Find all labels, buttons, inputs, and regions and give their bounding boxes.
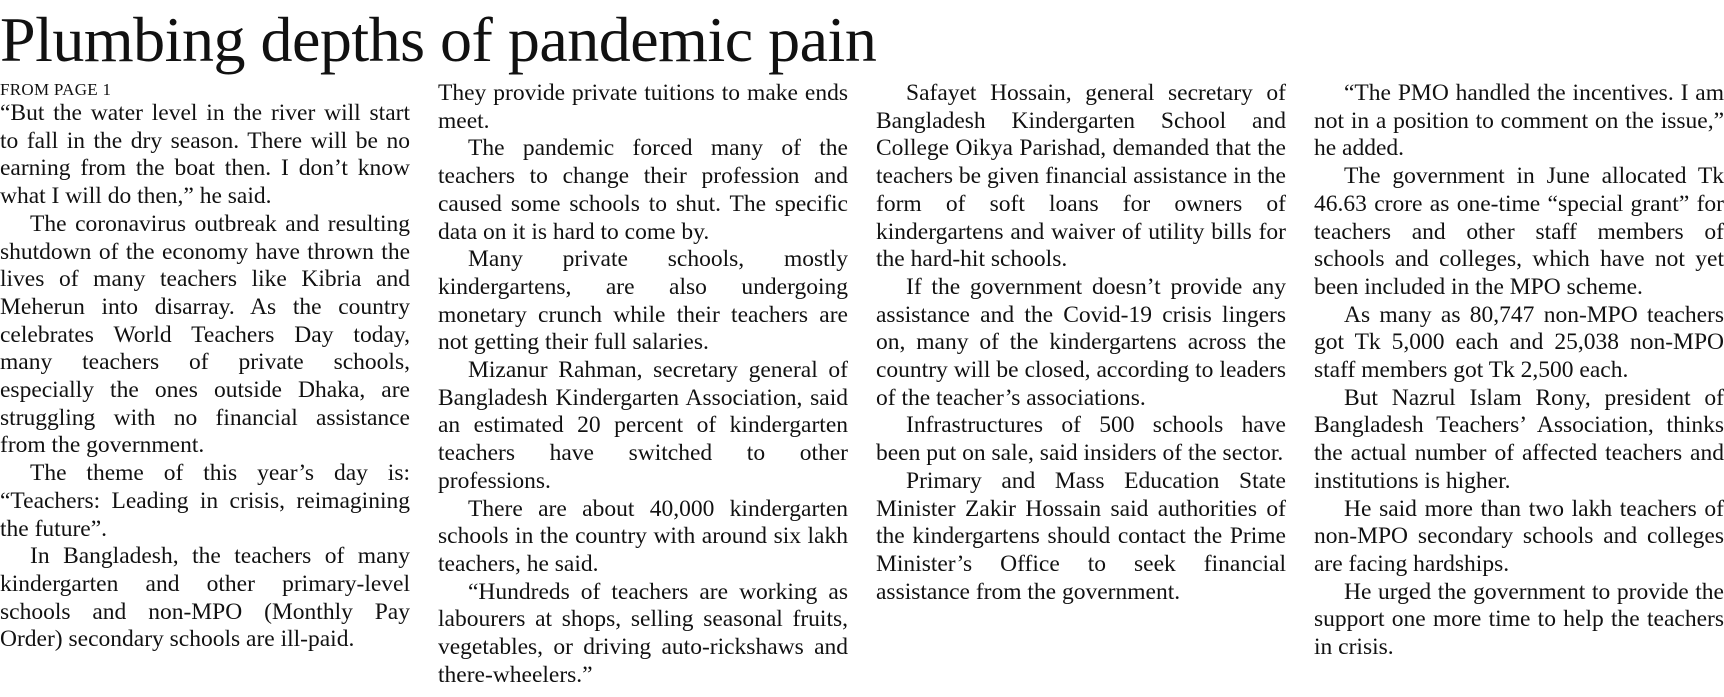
paragraph: There are about 40,000 kindergarten schools in the country with around six lakh teachers, he said. — [438, 495, 848, 577]
paragraph: “But the water level in the river will start to fall in the dry season. There will be no earning from the boat then. I don’t know what I will do then,” he said. — [0, 100, 410, 210]
paragraph: In Bangladesh, the teachers of many kindergarten and other primary-level schools and non-MPO (Monthly Pay Order) secondary schools are ill-paid. — [0, 543, 410, 653]
paragraph: The government in June allocated Tk 46.63 crore as one-time “special grant” for teachers and other staff members of schools and colleges, which have not yet been included in the MPO scheme. — [1314, 163, 1724, 300]
article-column-2 — [438, 80, 848, 689]
paragraph: “Hundreds of teachers are working as labourers at shops, selling seasonal fruits, vegetables, or driving auto-rickshaws and there-wheelers.” — [438, 578, 848, 688]
paragraph: Many private schools, mostly kindergartens, are also undergoing monetary crunch while their teachers are not getting their full salaries. — [438, 246, 848, 356]
paragraph: Primary and Mass Education State Minister Zakir Hossain said authorities of the kindergartens should contact the Prime Minister’s Office to seek financial assistance from the government. — [876, 467, 1286, 605]
paragraph: He said more than two lakh teachers of non-MPO secondary schools and colleges are facing hardships. — [1314, 495, 1724, 577]
paragraph: But Nazrul Islam Rony, president of Bangladesh Teachers’ Association, thinks the actual number of affected teachers and institutions is higher. — [1314, 384, 1724, 494]
paragraph: As many as 80,747 non-MPO teachers got Tk 5,000 each and 25,038 non-MPO staff members got Tk 2,500 each. — [1314, 301, 1724, 384]
article-column-1 — [0, 80, 410, 654]
paragraph: He urged the government to provide the support one more time to help the teachers in crisis. — [1314, 578, 1724, 661]
paragraph: Safayet Hossain, general secretary of Bangladesh Kindergarten School and College Oikya Parishad, demanded that the teachers be given financial assistance in the form of soft loans for owners of kindergartens and waiver of utility bills for the hard-hit schools. — [876, 80, 1286, 273]
paragraph: The coronavirus outbreak and resulting shutdown of the economy have thrown the lives of many teachers like Kibria and Meherun into disarray. As the country celebrates World Teachers Day today, many teachers of private schools, especially the ones outside Dhaka, are struggling with no financial assistance from the government. — [0, 210, 410, 459]
headline: Plumbing depths of pandemic pain — [0, 4, 877, 75]
kicker-from-page: FROM PAGE 1 — [0, 80, 112, 99]
paragraph: “The PMO handled the incentives. I am not in a position to comment on the issue,” he added. — [1314, 80, 1724, 162]
article-column-3 — [876, 80, 1286, 606]
paragraph: Infrastructures of 500 schools have been put on sale, said insiders of the sector. — [876, 412, 1286, 467]
paragraph: The theme of this year’s day is: “Teachers: Leading in crisis, reimagining the future”. — [0, 460, 410, 542]
paragraph: If the government doesn’t provide any assistance and the Covid-19 crisis lingers on, many of the kindergartens across the country will be closed, according to leaders of the teacher’s associations. — [876, 273, 1286, 411]
paragraph: The pandemic forced many of the teachers to change their profession and caused some schools to shut. The specific data on it is hard to come by. — [438, 135, 848, 245]
paragraph: Mizanur Rahman, secretary general of Bangladesh Kindergarten Association, said an estimated 20 percent of kindergarten teachers have switched to other professions. — [438, 357, 848, 494]
article-column-4 — [1314, 80, 1724, 662]
paragraph: They provide private tuitions to make ends meet. — [438, 80, 848, 134]
